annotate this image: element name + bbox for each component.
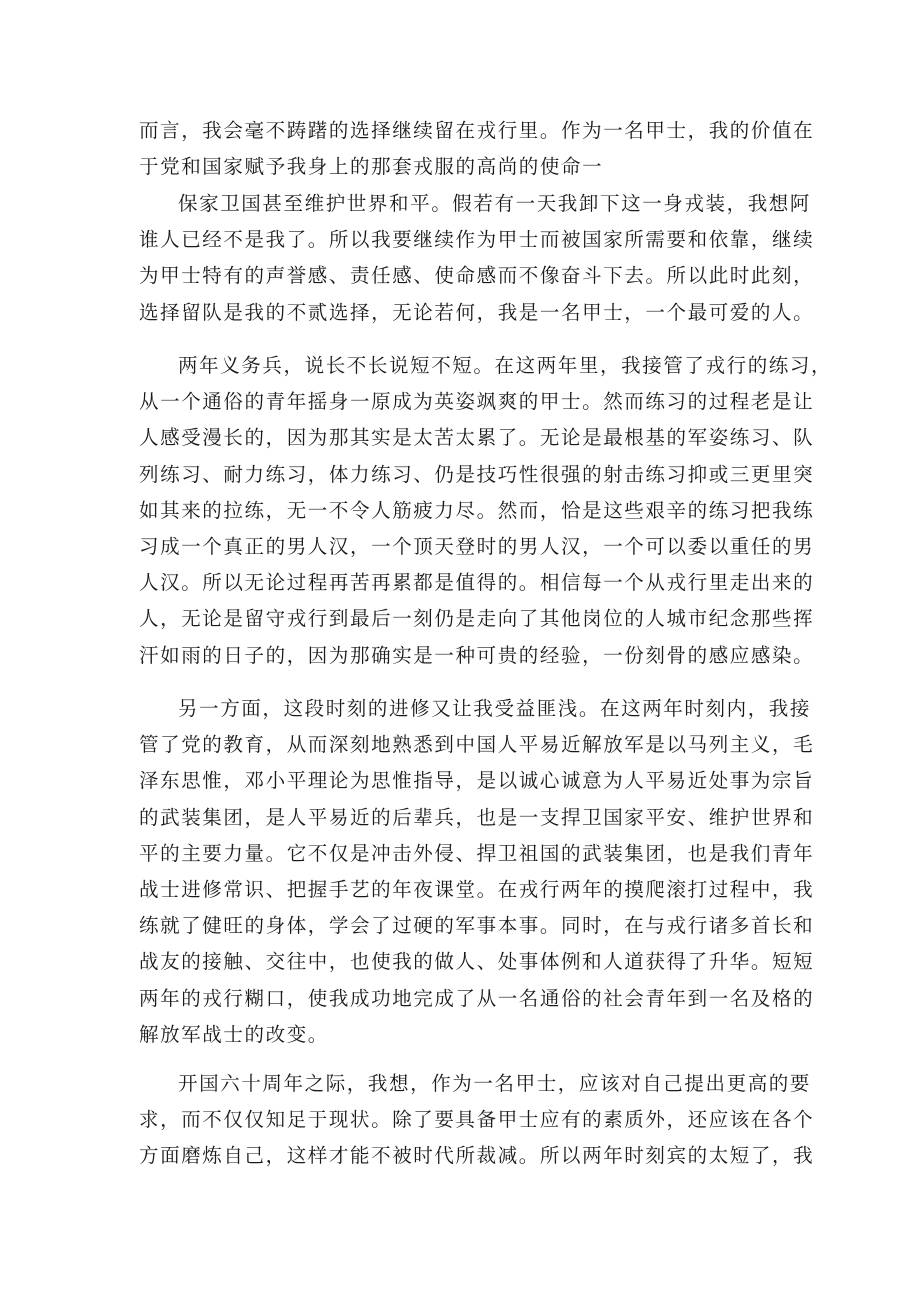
text-line: 两年的戎行糊口，使我成功地完成了从一名通俗的社会青年到一名及格的 [139,986,815,1010]
text-line: 解放军战士的改变。 [139,1022,329,1046]
text-line: 人汉。所以无论过程再苦再累都是值得的。相信每一个从戎行里走出来的 [139,571,815,595]
text-line: 另一方面，这段时刻的进修又让我受益匪浅。在这两年时刻内，我接 [178,697,812,720]
text-line: 汗如雨的日子的，因为那确实是一种可贵的经验，一份刻骨的感应感染。 [139,643,815,667]
text-line: 人感受漫长的，因为那其实是太苦太累了。无论是最根基的军姿练习、队 [139,426,815,450]
paragraph-2 [139,186,815,331]
paragraph-5 [139,1066,815,1175]
paragraph-1 [139,113,815,185]
text-line: 的武装集团，是人平易近的后辈兵，也是一支捍卫国家平安、维护世界和 [139,805,815,829]
text-line: 如其来的拉练，无一不令人筋疲力尽。然而，恰是这些艰辛的练习把我练 [139,498,815,522]
text-line: 平的主要力量。它不仅是冲击外侵、捍卫祖国的武装集团，也是我们青年 [139,841,815,865]
text-line: 列练习、耐力练习，体力练习、仍是技巧性很强的射击练习抑或三更里突 [139,462,815,486]
paragraph-3 [139,348,833,674]
text-line: 开国六十周年之际，我想，作为一名甲士，应该对自己提出更高的要 [178,1072,812,1095]
text-line: 选择留队是我的不贰选择，无论若何，我是一名甲士，一个最可爱的人。 [139,300,815,324]
text-line: 管了党的教育，从而深刻地熟悉到中国人平易近解放军是以马列主义，毛 [139,733,815,757]
text-line: 战友的接触、交往中，也使我的做人、处事体例和人道获得了升华。短短 [139,950,815,974]
text-line: 人，无论是留守戎行到最后一刻仍是走向了其他岗位的人城市纪念那些挥 [139,607,815,631]
paragraph-4 [139,691,815,1053]
text-line: 练就了健旺的身体，学会了过硬的军事本事。同时，在与戎行诸多首长和 [139,914,815,938]
text-line: 为甲士特有的声誉感、责任感、使命感而不像奋斗下去。所以此时此刻， [139,264,815,288]
text-line: 方面磨炼自己，这样才能不被时代所裁减。所以两年时刻宾的太短了，我 [139,1144,815,1168]
text-line: 保家卫国甚至维护世界和平。假若有一天我卸下这一身戎装，我想阿 [178,192,812,215]
text-line: 习成一个真正的男人汉，一个顶天登时的男人汉，一个可以委以重任的男 [139,535,815,559]
text-line: 战士进修常识、把握手艺的年夜课堂。在戎行两年的摸爬滚打过程中，我 [139,878,815,902]
text-line: 求，而不仅仅知足于现状。除了要具备甲士应有的素质外，还应该在各个 [139,1108,815,1132]
text-line: 而言，我会毫不踌躇的选择继续留在戎行里。作为一名甲士，我的价值在 [139,119,815,142]
text-line: 泽东思惟，邓小平理论为思惟指导，是以诚心诚意为人平易近处事为宗旨 [139,769,815,793]
text-line: 于党和国家赋予我身上的那套戎服的高尚的使命一 [139,155,604,179]
text-line: 两年义务兵，说长不长说短不短。在这两年里，我接管了戎行的练习， [178,354,833,377]
text-line: 谁人已经不是我了。所以我要继续作为甲士而被国家所需要和依靠，继续 [139,228,815,252]
text-line: 从一个通俗的青年摇身一原成为英姿飒爽的甲士。然而练习的过程老是让 [139,390,815,414]
